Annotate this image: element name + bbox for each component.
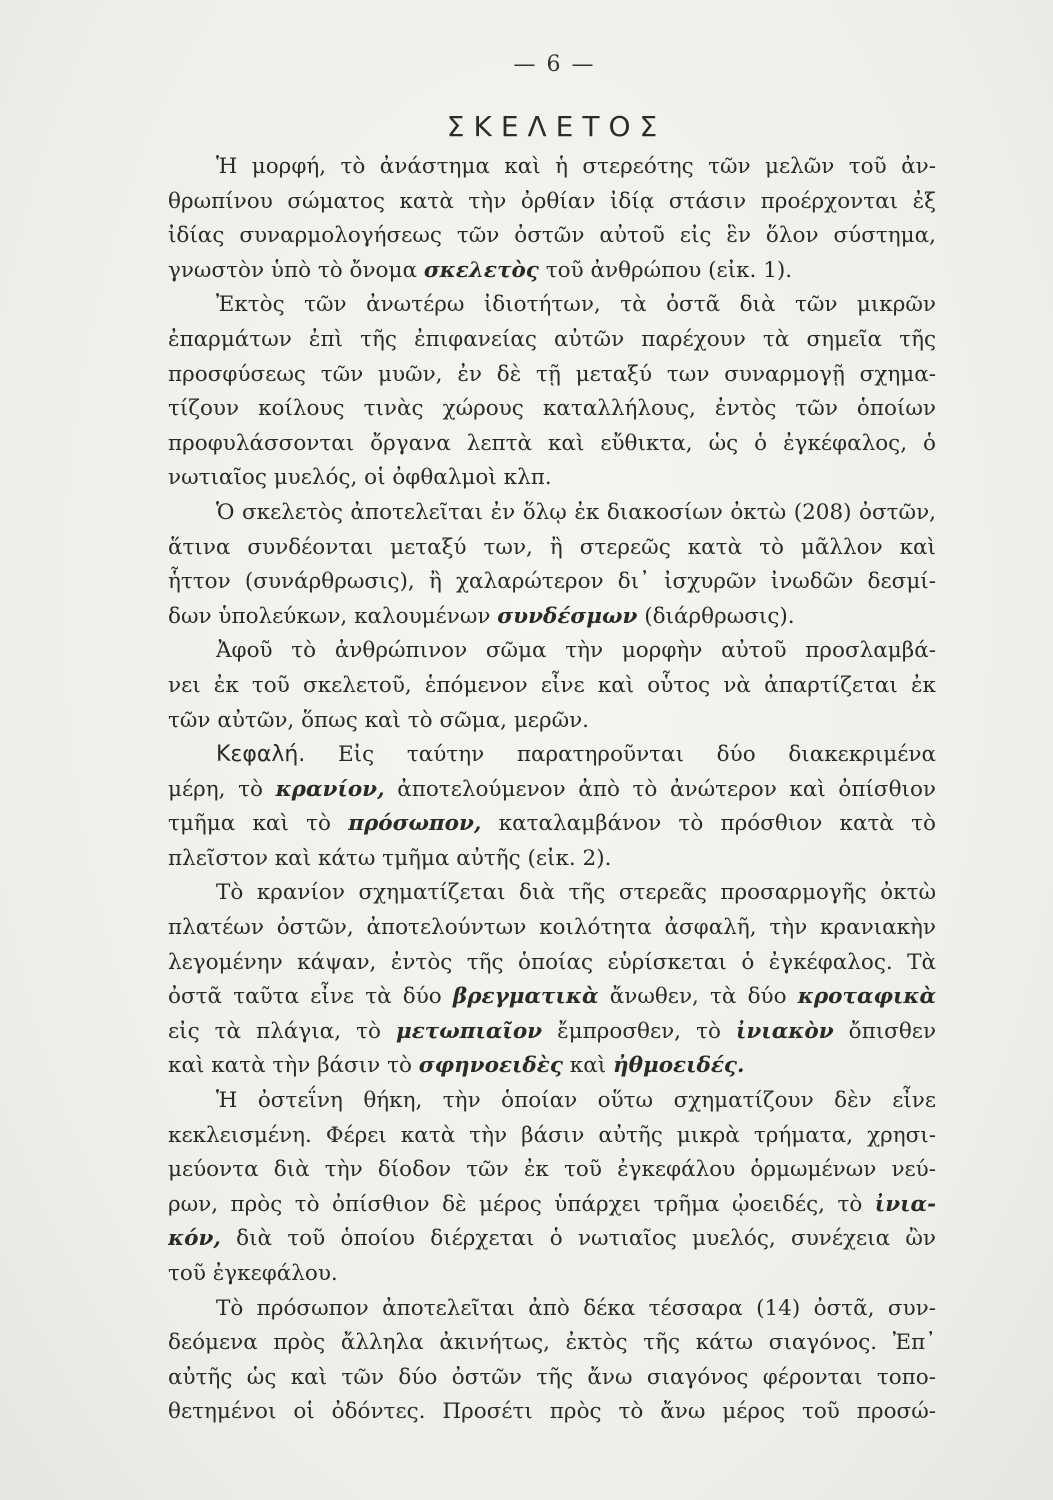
text-line — [168, 185, 936, 220]
body-text — [168, 150, 936, 1430]
anatomical-term: ἠθμοειδές. — [612, 1053, 745, 1079]
text-line — [168, 427, 936, 462]
page-number: — 6 — — [513, 52, 596, 77]
line-text: λεγομένην κάψαν, ἐντὸς τῆς ὁποίας εὑρίσκεται ὁ ἐγκέφαλος. Τὰ — [168, 949, 936, 975]
text-line — [168, 323, 936, 358]
line-text: νει ἐκ τοῦ σκελετοῦ, ἑπόμενον εἶνε καὶ οὗτος νὰ ἀπαρτίζεται ἐκ — [168, 672, 936, 698]
line-text: κεκλεισμένη. Φέρει κατὰ τὴν βάσιν αὐτῆς μικρὰ τρήματα, χρησι- — [168, 1122, 936, 1148]
text-line — [168, 1049, 936, 1084]
text-line — [168, 1222, 936, 1257]
anatomical-term: κόν, — [168, 1226, 221, 1252]
line-text: Ἡ ὀστεΐνη θήκη, τὴν ὁποίαν οὕτω σχηματίζουν δὲν εἶνε — [216, 1088, 936, 1114]
text-line — [168, 1188, 936, 1223]
line-text: θετημένοι οἱ ὀδόντες. Προσέτι πρὸς τὸ ἄνω μέρος τοῦ προσώ- — [168, 1399, 936, 1425]
anatomical-term: σφηνοειδὲς — [418, 1053, 563, 1079]
line-text: ἄνωθεν, τὰ δύο — [598, 984, 798, 1010]
line-text: τίζουν κοίλους τινὰς χώρους καταλλήλους, ἐντὸς τῶν ὁποίων — [168, 396, 936, 422]
anatomical-term: ἰνια- — [874, 1191, 936, 1217]
line-text: μεύοντα διὰ τὴν δίοδον τῶν ἐκ τοῦ ἐγκεφάλου ὁρμωμένων νεύ- — [168, 1157, 936, 1183]
line-text: καταλαμβάνον τὸ πρόσθιον κατὰ τὸ — [481, 811, 936, 837]
anatomical-term: συνδέσμων — [497, 603, 638, 629]
line-text: τοῦ ἐγκεφάλου. — [168, 1261, 338, 1286]
line-text: ἅτινα συνδέονται μεταξύ των, ἢ στερεῶς κατὰ τὸ μᾶλλον καὶ — [168, 534, 936, 560]
line-text: τῶν αὐτῶν, ὅπως καὶ τὸ σῶμα, μερῶν. — [168, 707, 590, 733]
text-line — [168, 358, 936, 393]
line-text: τοῦ ἀνθρώπου (εἰκ. 1). — [538, 257, 793, 283]
section-heading-word: Κεφαλή. — [216, 742, 306, 768]
line-text: Ἀφοῦ τὸ ἀνθρώπινον σῶμα τὴν μορφὴν αὐτοῦ προσλαμβά- — [216, 638, 936, 664]
anatomical-term: πρόσωπον, — [348, 811, 482, 837]
line-text: θρωπίνου σώματος κατὰ τὴν ὀρθίαν ἰδίᾳ στάσιν προέρχονται ἐξ — [168, 188, 936, 214]
text-line — [168, 150, 936, 185]
line-text: δεόμενα πρὸς ἄλληλα ἀκινήτως, ἐκτὸς τῆς κάτω σιαγόνος. Ἐπ᾽ — [168, 1330, 936, 1356]
line-text: γνωστὸν ὑπὸ τὸ ὄνομα — [168, 257, 424, 283]
line-text: καὶ — [562, 1053, 613, 1079]
line-text: ρων, πρὸς τὸ ὀπίσθιον δὲ μέρος ὑπάρχει τρῆμα ᾠοειδές, τὸ — [168, 1191, 875, 1217]
text-line — [168, 807, 936, 842]
line-text: τμῆμα καὶ τὸ — [168, 811, 349, 837]
text-line — [168, 842, 936, 877]
text-line — [168, 704, 936, 739]
text-line — [168, 600, 936, 635]
text-line — [168, 669, 936, 704]
line-text: ἔμπροσθεν, τὸ — [542, 1018, 736, 1044]
line-text: ἐπαρμάτων ἐπὶ τῆς ἐπιφανείας αὐτῶν παρέχουν τὰ σημεῖα τῆς — [168, 326, 936, 352]
anatomical-term: κροταφικὰ — [797, 984, 936, 1010]
line-text: ἀποτελούμενον ἀπὸ τὸ ἀνώτερον καὶ ὀπίσθιον — [384, 776, 936, 802]
line-text: ὀστᾶ ταῦτα εἶνε τὰ δύο — [168, 984, 453, 1010]
text-line — [168, 1292, 936, 1327]
text-line — [168, 911, 936, 946]
text-line — [168, 1119, 936, 1154]
anatomical-term: μετωπιαῖον — [395, 1018, 543, 1044]
line-text: πλεῖστον καὶ κάτω τμῆμα αὐτῆς (εἰκ. 2). — [168, 845, 612, 871]
line-text: αὐτῆς ὡς καὶ τῶν δύο ὀστῶν τῆς ἄνω σιαγόνος φέρονται τοπο- — [168, 1364, 936, 1390]
text-line — [168, 392, 936, 427]
text-line — [168, 980, 936, 1015]
line-text: Ἐκτὸς τῶν ἀνωτέρω ἰδιοτήτων, τὰ ὀστᾶ διὰ τῶν μικρῶν — [216, 292, 936, 318]
text-line — [168, 1084, 936, 1119]
line-text: Τὸ πρόσωπον ἀποτελεῖται ἀπὸ δέκα τέσσαρα (14) ὀστᾶ, συν- — [216, 1295, 936, 1321]
line-text: ἰδίας συναρμολογήσεως τῶν ὀστῶν αὐτοῦ εἰς ἓν ὅλον σύστημα, — [168, 223, 936, 249]
text-line — [168, 773, 936, 808]
anatomical-term: ἰνιακὸν — [735, 1018, 834, 1044]
text-line — [168, 1257, 936, 1292]
anatomical-term: σκελετὸς — [423, 257, 539, 283]
section-title: ΣΚΕΛΕΤΟΣ — [446, 110, 667, 143]
text-line — [168, 634, 936, 669]
line-text: νωτιαῖος μυελός, οἱ ὀφθαλμοὶ κλπ. — [168, 465, 552, 491]
line-text: (διάρθρωσις). — [637, 603, 795, 629]
text-line — [168, 254, 936, 289]
text-line — [168, 565, 936, 600]
line-text: Εἰς ταύτην παρατηροῦνται δύο διακεκριμένα — [305, 742, 936, 768]
text-line — [168, 738, 936, 773]
line-text: Ὁ σκελετὸς ἀποτελεῖται ἐν ὅλῳ ἐκ διακοσίων ὀκτὼ (208) ὀστῶν, — [216, 499, 936, 525]
line-text: πλατέων ὀστῶν, ἀποτελούντων κοιλότητα ἀσφαλῆ, τὴν κρανιακὴν — [168, 915, 936, 941]
text-line — [168, 496, 936, 531]
text-line — [168, 1395, 936, 1430]
text-line — [168, 461, 936, 496]
line-text: καὶ κατὰ τὴν βάσιν τὸ — [168, 1053, 419, 1079]
text-line — [168, 1326, 936, 1361]
line-text: ἧττον (συνάρθρωσις), ἢ χαλαρώτερον δι᾽ ἰσχυρῶν ἰνωδῶν δεσμί- — [168, 569, 936, 595]
line-text: ὄπισθεν — [833, 1018, 936, 1044]
text-line — [168, 946, 936, 981]
line-text: εἰς τὰ πλάγια, τὸ — [168, 1018, 396, 1044]
anatomical-term: κρανίον, — [275, 776, 385, 802]
line-text: μέρη, τὸ — [168, 776, 276, 802]
text-line — [168, 219, 936, 254]
line-text: Τὸ κρανίον σχηματίζεται διὰ τῆς στερεᾶς προσαρμογῆς ὀκτὼ — [216, 880, 936, 906]
text-line — [168, 531, 936, 566]
line-text: διὰ τοῦ ὁποίου διέρχεται ὁ νωτιαῖος μυελός, συνέχεια ὢν — [220, 1226, 936, 1252]
line-text: Ἡ μορφή, τὸ ἀνάστημα καὶ ἡ στερεότης τῶν μελῶν τοῦ ἀν- — [216, 154, 936, 179]
text-line — [168, 1015, 936, 1050]
text-line — [168, 1361, 936, 1396]
text-line — [168, 1153, 936, 1188]
anatomical-term: βρεγματικὰ — [452, 984, 599, 1010]
line-text: προσφύσεως τῶν μυῶν, ἐν δὲ τῇ μεταξύ των συναρμογῇ σχημα- — [168, 361, 936, 387]
text-line — [168, 288, 936, 323]
line-text: δων ὑπολεύκων, καλουμένων — [168, 603, 498, 629]
text-line — [168, 876, 936, 911]
line-text: προφυλάσσονται ὄργανα λεπτὰ καὶ εὔθικτα, ὡς ὁ ἐγκέφαλος, ὁ — [168, 430, 936, 456]
